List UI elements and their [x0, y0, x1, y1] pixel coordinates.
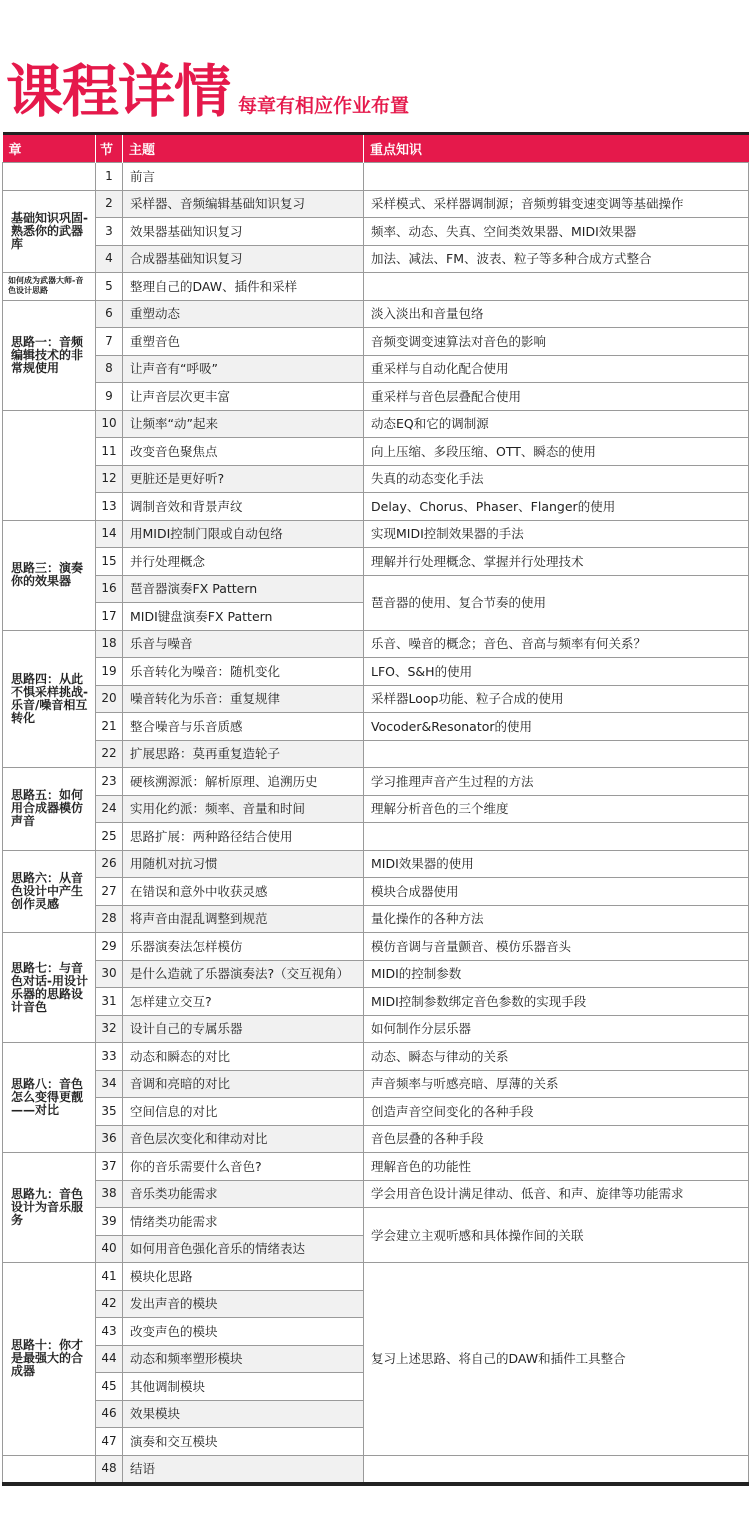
table-row [3, 548, 749, 576]
knowledge-cell: 学习推理声音产生过程的方法 [364, 768, 749, 796]
section-number: 25 [96, 823, 123, 851]
topic-cell: 扩展思路：莫再重复造轮子 [123, 740, 364, 768]
knowledge-cell: 量化操作的各种方法 [364, 905, 749, 933]
knowledge-cell [364, 273, 749, 301]
section-number: 4 [96, 245, 123, 273]
knowledge-cell: 加法、减法、FM、波表、粒子等多种合成方式整合 [364, 245, 749, 273]
section-number: 47 [96, 1428, 123, 1456]
topic-cell: 动态和频率塑形模块 [123, 1345, 364, 1373]
table-row [3, 933, 749, 961]
topic-cell: 实用化约派：频率、音量和时间 [123, 795, 364, 823]
knowledge-cell: 乐音、噪音的概念；音色、音高与频率有何关系？ [364, 630, 749, 658]
knowledge-cell [364, 823, 749, 851]
section-number: 8 [96, 355, 123, 383]
chapter-cell: 思路九：音色设计为音乐服务 [3, 1153, 96, 1263]
knowledge-cell: 理解音色的功能性 [364, 1153, 749, 1181]
knowledge-cell: 理解分析音色的三个维度 [364, 795, 749, 823]
section-number: 6 [96, 300, 123, 328]
table-row [3, 768, 749, 796]
section-number: 35 [96, 1098, 123, 1126]
page-subtitle: 每章有相应作业布置 [238, 95, 410, 117]
section-number: 33 [96, 1043, 123, 1071]
table-row [3, 685, 749, 713]
section-number: 37 [96, 1153, 123, 1181]
knowledge-cell: MIDI效果器的使用 [364, 850, 749, 878]
table-row [3, 905, 749, 933]
knowledge-cell: MIDI控制参数绑定音色参数的实现手段 [364, 988, 749, 1016]
topic-cell: 效果器基础知识复习 [123, 218, 364, 246]
section-number: 7 [96, 328, 123, 356]
topic-cell: 更脏还是更好听? [123, 465, 364, 493]
topic-cell: 思路扩展：两种路径结合使用 [123, 823, 364, 851]
section-number: 20 [96, 685, 123, 713]
knowledge-cell: 学会建立主观听感和具体操作间的关联 [364, 1208, 749, 1263]
table-row [3, 383, 749, 411]
table-row [3, 1015, 749, 1043]
table-header-row [3, 134, 749, 163]
section-number: 19 [96, 658, 123, 686]
topic-cell: 如何用音色强化音乐的情绪表达 [123, 1235, 364, 1263]
knowledge-cell: 向上压缩、多段压缩、OTT、瞬态的使用 [364, 438, 749, 466]
topic-cell: 乐音与噪音 [123, 630, 364, 658]
knowledge-cell: 采样模式、采样器调制源；音频剪辑变速变调等基础操作 [364, 190, 749, 218]
topic-cell: 改变声色的模块 [123, 1318, 364, 1346]
chapter-cell: 思路三：演奏你的效果器 [3, 520, 96, 630]
topic-cell: 音调和亮暗的对比 [123, 1070, 364, 1098]
section-number: 41 [96, 1263, 123, 1291]
topic-cell: 并行处理概念 [123, 548, 364, 576]
section-number: 31 [96, 988, 123, 1016]
topic-cell: 硬核溯源派：解析原理、追溯历史 [123, 768, 364, 796]
topic-cell: 合成器基础知识复习 [123, 245, 364, 273]
table-row [3, 190, 749, 218]
knowledge-cell: 采样器Loop功能、粒子合成的使用 [364, 685, 749, 713]
topic-cell: 整理自己的DAW、插件和采样 [123, 273, 364, 301]
table-row [3, 1153, 749, 1181]
chapter-cell: 基础知识巩固-熟悉你的武器库 [3, 190, 96, 273]
knowledge-cell: Delay、Chorus、Phaser、Flanger的使用 [364, 493, 749, 521]
topic-cell: 模块化思路 [123, 1263, 364, 1291]
section-number: 34 [96, 1070, 123, 1098]
section-number: 26 [96, 850, 123, 878]
knowledge-cell: 如何制作分层乐器 [364, 1015, 749, 1043]
topic-cell: 噪音转化为乐音：重复规律 [123, 685, 364, 713]
table-row [3, 163, 749, 191]
topic-cell: 让声音有“呼吸” [123, 355, 364, 383]
table-row [3, 575, 749, 603]
topic-cell: 重塑音色 [123, 328, 364, 356]
knowledge-cell [364, 740, 749, 768]
topic-cell: 你的音乐需要什么音色? [123, 1153, 364, 1181]
topic-cell: 改变音色聚焦点 [123, 438, 364, 466]
topic-cell: 在错误和意外中收获灵感 [123, 878, 364, 906]
knowledge-cell: Vocoder&Resonator的使用 [364, 713, 749, 741]
knowledge-cell: 重采样与自动化配合使用 [364, 355, 749, 383]
knowledge-cell: 实现MIDI控制效果器的手法 [364, 520, 749, 548]
knowledge-cell: 模仿音调与音量颤音、模仿乐器音头 [364, 933, 749, 961]
table-row [3, 1125, 749, 1153]
topic-cell: 用MIDI控制门限或自动包络 [123, 520, 364, 548]
table-row [3, 410, 749, 438]
table-body [3, 163, 749, 1485]
knowledge-cell: 重采样与音色层叠配合使用 [364, 383, 749, 411]
topic-cell: 演奏和交互模块 [123, 1428, 364, 1456]
chapter-cell: 思路一：音频编辑技术的非常规使用 [3, 300, 96, 410]
chapter-cell: 思路五：如何用合成器模仿声音 [3, 768, 96, 851]
section-number: 13 [96, 493, 123, 521]
topic-cell: 前言 [123, 163, 364, 191]
section-number: 14 [96, 520, 123, 548]
section-number: 21 [96, 713, 123, 741]
topic-cell: 音色层次变化和律动对比 [123, 1125, 364, 1153]
knowledge-cell: 动态EQ和它的调制源 [364, 410, 749, 438]
section-number: 45 [96, 1373, 123, 1401]
section-number: 29 [96, 933, 123, 961]
knowledge-cell [364, 1455, 749, 1484]
page-title: 课程详情 [6, 59, 230, 125]
header-section: 节 [96, 134, 123, 163]
table-row [3, 795, 749, 823]
table-row [3, 1098, 749, 1126]
topic-cell: 重塑动态 [123, 300, 364, 328]
section-number: 48 [96, 1455, 123, 1484]
knowledge-cell: LFO、S&H的使用 [364, 658, 749, 686]
knowledge-cell: 学会用音色设计满足律动、低音、和声、旋律等功能需求 [364, 1180, 749, 1208]
section-number: 42 [96, 1290, 123, 1318]
topic-cell: 是什么造就了乐器演奏法?（交互视角） [123, 960, 364, 988]
topic-cell: 琶音器演奏FX Pattern [123, 575, 364, 603]
topic-cell: 效果模块 [123, 1400, 364, 1428]
chapter-cell: 思路四：从此不惧采样挑战-乐音/噪音相互转化 [3, 630, 96, 768]
chapter-cell: 思路七：与音色对话-用设计乐器的思路设计音色 [3, 933, 96, 1043]
table-row [3, 1070, 749, 1098]
table-row [3, 658, 749, 686]
section-number: 3 [96, 218, 123, 246]
knowledge-cell: 淡入淡出和音量包络 [364, 300, 749, 328]
table-row [3, 713, 749, 741]
section-number: 27 [96, 878, 123, 906]
knowledge-cell: 动态、瞬态与律动的关系 [364, 1043, 749, 1071]
topic-cell: 乐音转化为噪音：随机变化 [123, 658, 364, 686]
topic-cell: 动态和瞬态的对比 [123, 1043, 364, 1071]
section-number: 32 [96, 1015, 123, 1043]
chapter-cell: 如何成为武器大师-音色设计思路 [3, 273, 96, 301]
table-row [3, 1043, 749, 1071]
chapter-cell: 思路六：从音色设计中产生创作灵感 [3, 850, 96, 933]
knowledge-cell: MIDI的控制参数 [364, 960, 749, 988]
table-row [3, 328, 749, 356]
chapter-cell [3, 1455, 96, 1484]
topic-cell: 音乐类功能需求 [123, 1180, 364, 1208]
knowledge-cell: 复习上述思路、将自己的DAW和插件工具整合 [364, 1263, 749, 1456]
header-knowledge: 重点知识 [364, 134, 749, 163]
table-row [3, 273, 749, 301]
knowledge-cell: 理解并行处理概念、掌握并行处理技术 [364, 548, 749, 576]
table-row [3, 245, 749, 273]
table-row [3, 300, 749, 328]
section-number: 23 [96, 768, 123, 796]
topic-cell: 结语 [123, 1455, 364, 1484]
table-row [3, 465, 749, 493]
table-row [3, 1180, 749, 1208]
topic-cell: 让频率“动”起来 [123, 410, 364, 438]
knowledge-cell [364, 163, 749, 191]
table-row [3, 850, 749, 878]
table-row [3, 438, 749, 466]
knowledge-cell: 频率、动态、失真、空间类效果器、MIDI效果器 [364, 218, 749, 246]
section-number: 40 [96, 1235, 123, 1263]
section-number: 9 [96, 383, 123, 411]
table-row [3, 355, 749, 383]
knowledge-cell: 失真的动态变化手法 [364, 465, 749, 493]
table-row [3, 740, 749, 768]
section-number: 24 [96, 795, 123, 823]
topic-cell: MIDI键盘演奏FX Pattern [123, 603, 364, 631]
section-number: 30 [96, 960, 123, 988]
table-row [3, 960, 749, 988]
table-row [3, 218, 749, 246]
header-chapter: 章 [3, 134, 96, 163]
table-row [3, 1263, 749, 1291]
section-number: 18 [96, 630, 123, 658]
section-number: 1 [96, 163, 123, 191]
section-number: 10 [96, 410, 123, 438]
topic-cell: 空间信息的对比 [123, 1098, 364, 1126]
page-header [6, 56, 410, 125]
topic-cell: 情绪类功能需求 [123, 1208, 364, 1236]
knowledge-cell: 创造声音空间变化的各种手段 [364, 1098, 749, 1126]
chapter-cell: 思路十：你才是最强大的合成器 [3, 1263, 96, 1456]
table-row [3, 988, 749, 1016]
topic-cell: 设计自己的专属乐器 [123, 1015, 364, 1043]
table-row [3, 520, 749, 548]
section-number: 22 [96, 740, 123, 768]
section-number: 17 [96, 603, 123, 631]
section-number: 36 [96, 1125, 123, 1153]
table-row [3, 1455, 749, 1484]
knowledge-cell: 声音频率与听感亮暗、厚薄的关系 [364, 1070, 749, 1098]
section-number: 43 [96, 1318, 123, 1346]
table-row [3, 878, 749, 906]
topic-cell: 怎样建立交互? [123, 988, 364, 1016]
knowledge-cell: 模块合成器使用 [364, 878, 749, 906]
topic-cell: 整合噪音与乐音质感 [123, 713, 364, 741]
topic-cell: 乐器演奏法怎样模仿 [123, 933, 364, 961]
chapter-cell [3, 410, 96, 520]
chapter-cell [3, 163, 96, 191]
topic-cell: 将声音由混乱调整到规范 [123, 905, 364, 933]
section-number: 46 [96, 1400, 123, 1428]
chapter-cell: 思路八：音色怎么变得更靓——对比 [3, 1043, 96, 1153]
header-topic: 主题 [123, 134, 364, 163]
topic-cell: 调制音效和背景声纹 [123, 493, 364, 521]
table-row [3, 493, 749, 521]
topic-cell: 其他调制模块 [123, 1373, 364, 1401]
table-row [3, 823, 749, 851]
table-row [3, 1208, 749, 1236]
section-number: 28 [96, 905, 123, 933]
knowledge-cell: 琶音器的使用、复合节奏的使用 [364, 575, 749, 630]
section-number: 11 [96, 438, 123, 466]
table-row [3, 630, 749, 658]
section-number: 44 [96, 1345, 123, 1373]
course-table [2, 132, 749, 1486]
section-number: 15 [96, 548, 123, 576]
section-number: 38 [96, 1180, 123, 1208]
section-number: 2 [96, 190, 123, 218]
topic-cell: 采样器、音频编辑基础知识复习 [123, 190, 364, 218]
section-number: 39 [96, 1208, 123, 1236]
topic-cell: 用随机对抗习惯 [123, 850, 364, 878]
knowledge-cell: 音色层叠的各种手段 [364, 1125, 749, 1153]
topic-cell: 让声音层次更丰富 [123, 383, 364, 411]
section-number: 16 [96, 575, 123, 603]
section-number: 5 [96, 273, 123, 301]
topic-cell: 发出声音的模块 [123, 1290, 364, 1318]
section-number: 12 [96, 465, 123, 493]
knowledge-cell: 音频变调变速算法对音色的影响 [364, 328, 749, 356]
